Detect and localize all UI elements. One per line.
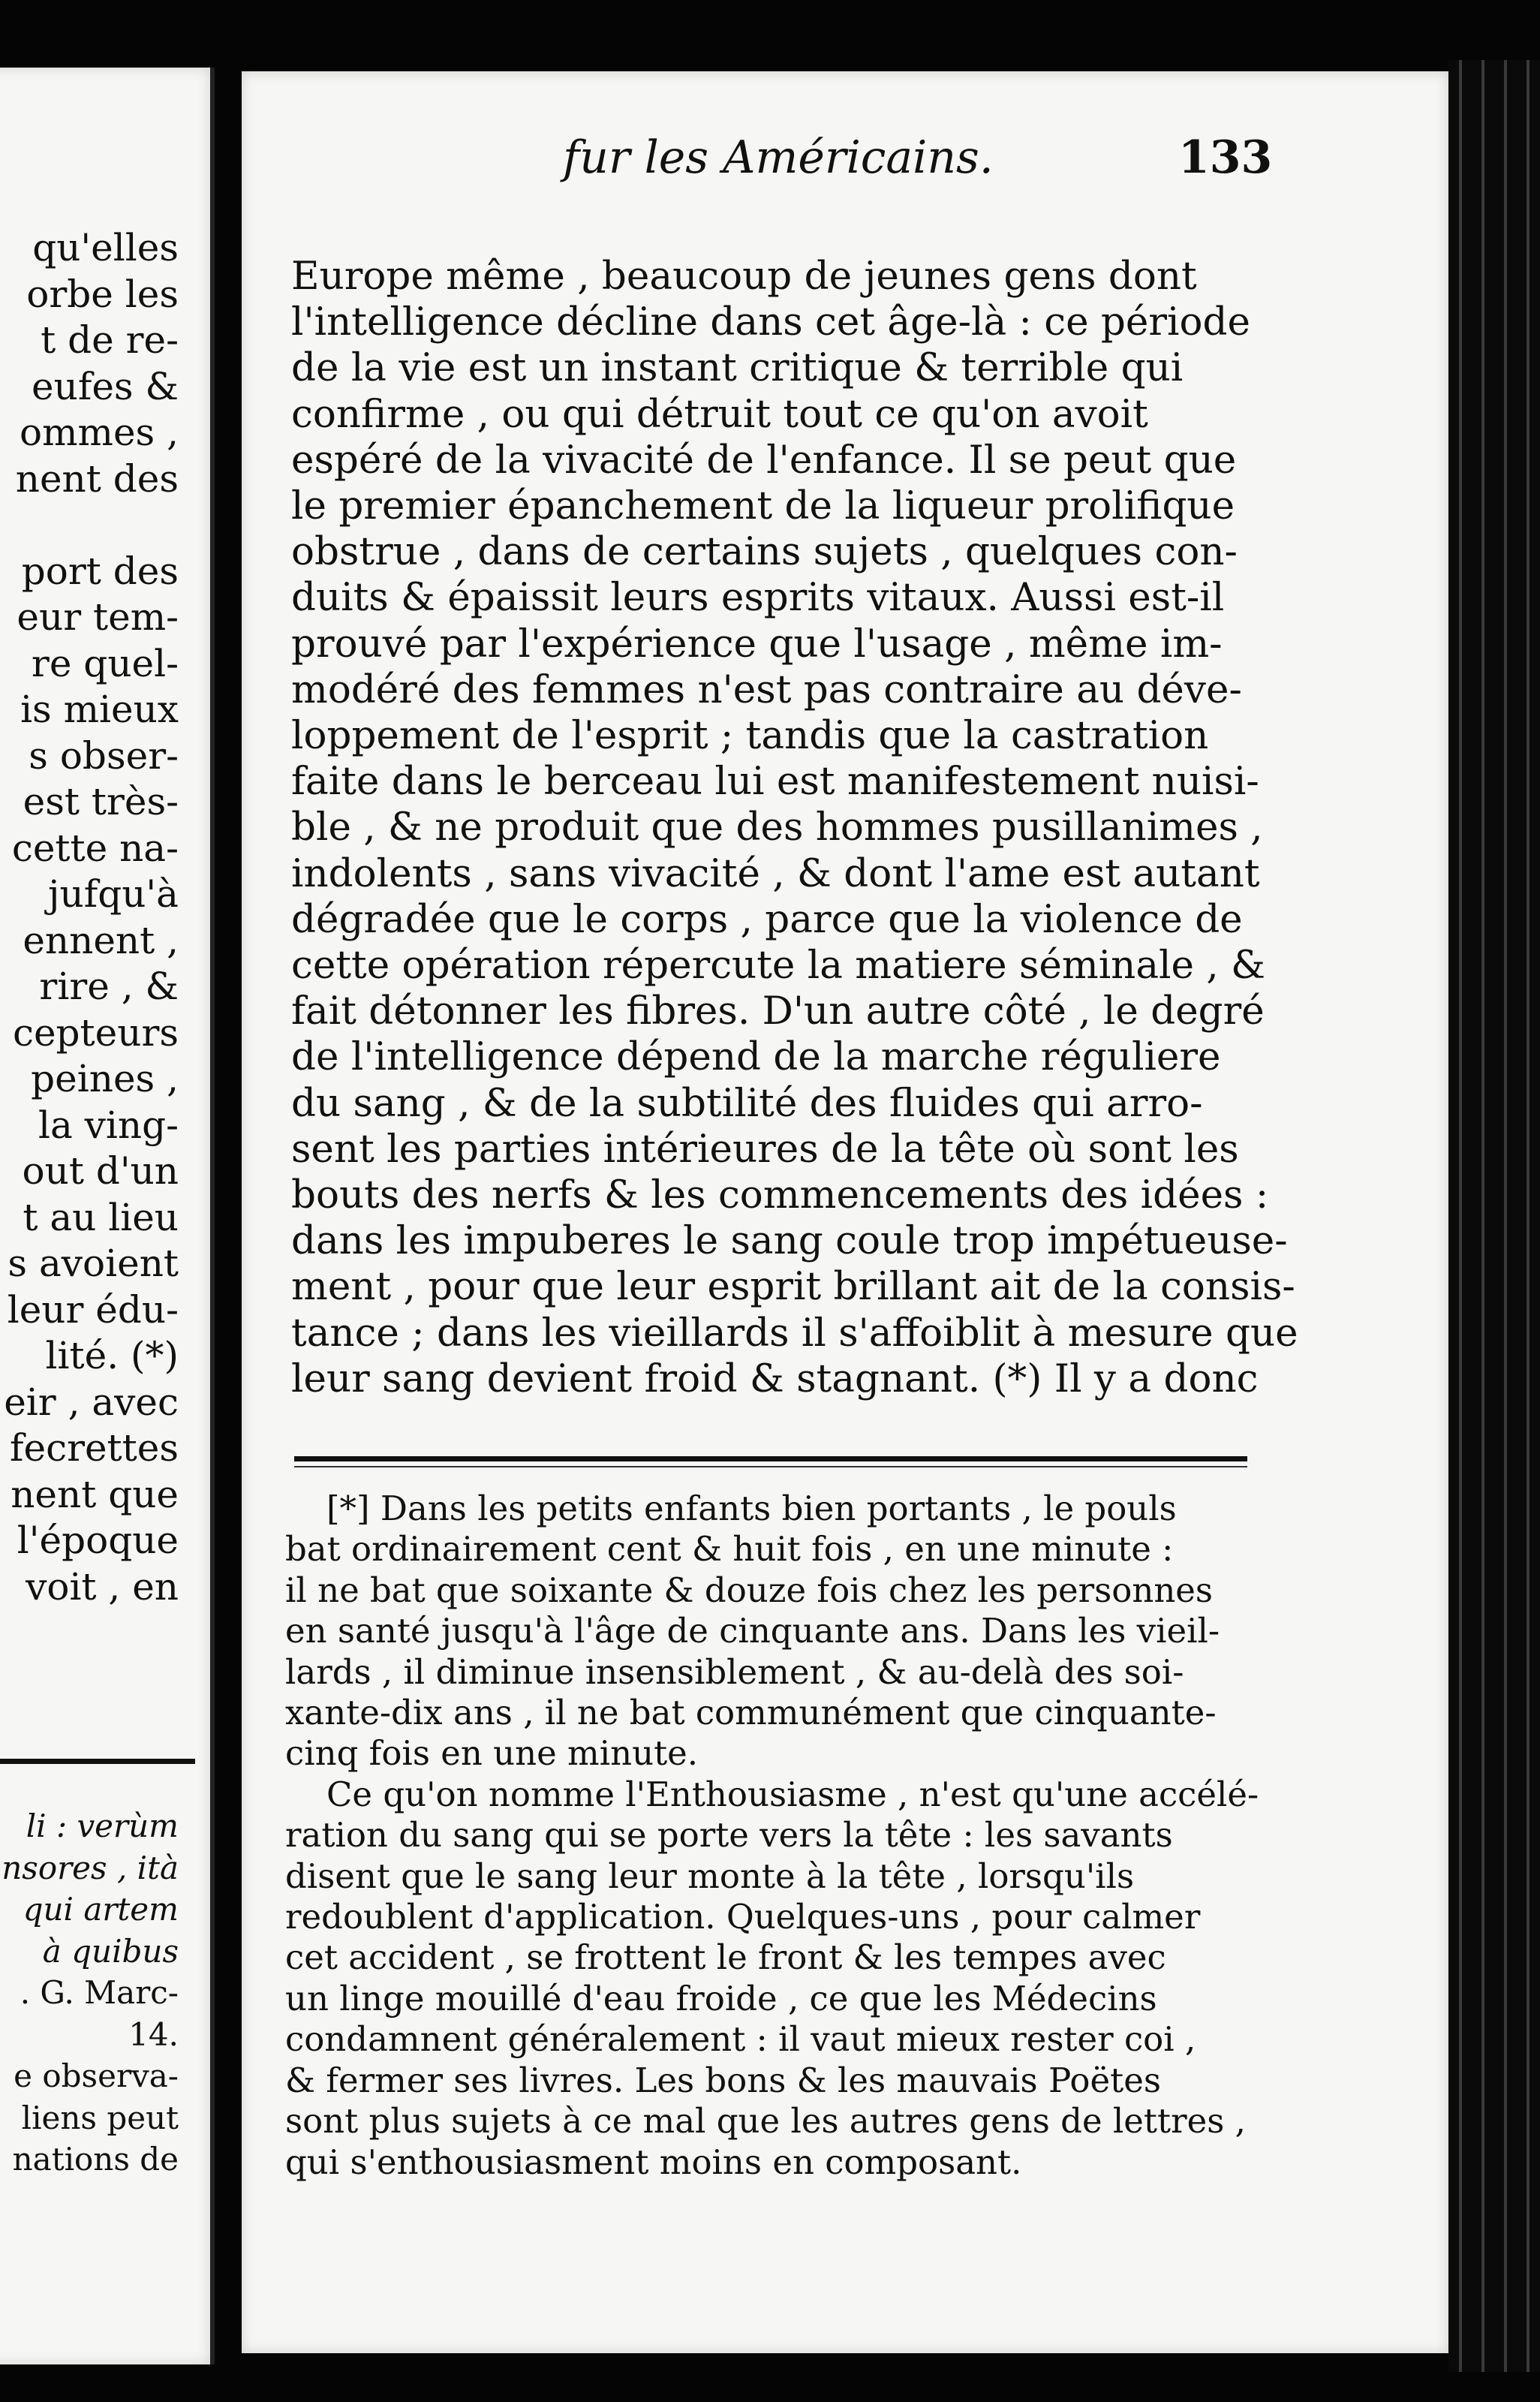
footnote-line: condamnent généralement : il vaut mieux rester coi , — [285, 2019, 1196, 2060]
text-line: lité. (*) — [45, 1334, 179, 1377]
footnote-line: 14. — [128, 2015, 179, 2053]
text-line: de la vie est un instant critique & terrible qui — [291, 345, 1184, 391]
text-line: eir , avec — [4, 1380, 179, 1424]
text-line: leur sang devient froid & stagnant. (*) Il y a donc — [291, 1356, 1259, 1401]
text-line: fait détonner les fibres. D'un autre côté , le degré — [291, 989, 1265, 1034]
footnote-line: Ce qu'on nomme l'Enthousiasme , n'est qu'une accélé- — [326, 1774, 1259, 1814]
text-line: t de re- — [41, 318, 179, 362]
text-line: du sang , & de la subtilité des fluides qui arro- — [291, 1080, 1203, 1126]
footnote-line: en santé jusqu'à l'âge de cinquante ans. Dans les vieil- — [285, 1611, 1220, 1651]
text-line: dans les impuberes le sang coule trop impétueuse- — [291, 1218, 1288, 1264]
text-line: dégradée que le corps , parce que la violence de — [291, 896, 1243, 942]
footnote-line: ration du sang qui se porte vers la tête : les savants — [285, 1815, 1173, 1856]
footnote-line: . G. Marc- — [20, 1974, 179, 2011]
text-line: qu'elles — [32, 226, 179, 269]
footnote-line: qui artem — [23, 1891, 179, 1928]
left-page-crop — [0, 68, 195, 2364]
text-line: fecrettes — [9, 1426, 179, 1470]
footnote-line: il ne bat que soixante & douze fois chez les personnes — [285, 1570, 1214, 1610]
text-line: leur édu- — [7, 1287, 179, 1332]
text-line: modéré des femmes n'est pas contraire au déve- — [291, 667, 1242, 712]
left-footnote-rule — [0, 1759, 195, 1764]
text-line: duits & épaissit leurs esprits vitaux. Aussi est-il — [291, 575, 1225, 621]
footnote-line: [*] Dans les petits enfants bien portants , le pouls — [326, 1488, 1177, 1528]
text-line: ommes , — [20, 411, 179, 454]
footnote-line: cet accident , se frottent le front & les tempes avec — [285, 1937, 1166, 1978]
footnote-line: cinq fois en une minute. — [285, 1733, 699, 1774]
text-line: nent que — [11, 1472, 179, 1516]
left-page — [0, 68, 215, 2364]
text-line: t au lieu — [23, 1195, 179, 1239]
text-line: Europe même , beaucoup de jeunes gens dont — [291, 254, 1197, 299]
footnote-line: e observa- — [14, 2057, 179, 2094]
text-line — [4, 502, 179, 549]
text-line: l'époque — [17, 1519, 179, 1562]
text-line: ennent , — [23, 918, 179, 962]
footnote-line: nsores , ità — [2, 1849, 179, 1886]
text-line: out d'un — [22, 1149, 179, 1193]
text-line: cette opération répercute la matiere séminale , & — [291, 943, 1265, 989]
footnote-line: qui s'enthousiasment moins en composant. — [285, 2142, 1022, 2182]
footnote-line: disent que le sang leur monte à la tête , lorsqu'ils — [285, 1856, 1135, 1896]
text-line: bouts des nerfs & les commencements des idées : — [291, 1172, 1269, 1218]
text-line: indolents , sans vivacité , & dont l'ame est autant — [291, 850, 1260, 896]
footnote-line: lards , il diminue insensiblement , & au-delà des soi- — [285, 1651, 1184, 1692]
text-line: ble , & ne produit que des hommes pusillanimes , — [291, 805, 1263, 850]
footnote-line: un linge mouillé d'eau froide , ce que les Médecins — [285, 1978, 1157, 2018]
footnote-line: nations de — [12, 2141, 179, 2178]
text-line: prouvé par l'expérience que l'usage , même im- — [291, 621, 1223, 667]
text-line: s obser- — [29, 733, 179, 778]
text-line: ment , pour que leur esprit brillant ait de la consis- — [291, 1264, 1295, 1310]
text-line: rire , & — [39, 965, 179, 1008]
text-line: confirme , ou qui détruit tout ce qu'on avoit — [291, 391, 1148, 437]
text-line: obstrue , dans de certains sujets , quelques con- — [291, 529, 1238, 575]
text-line: tance ; dans les vieillards il s'affoiblit à mesure que — [291, 1310, 1298, 1356]
footnote-rule — [294, 1456, 1247, 1461]
text-line: cette na- — [11, 826, 179, 870]
page-number: 133 — [1178, 131, 1273, 184]
text-line: is mieux — [20, 688, 179, 731]
text-line: eur tem- — [17, 595, 179, 639]
text-line: s avoient — [8, 1242, 179, 1285]
text-line: voit , en — [26, 1564, 179, 1609]
footnote — [285, 1488, 1259, 2183]
footnote-line: & fermer ses livres. Les bons & les mauvais Poëtes — [285, 2060, 1161, 2100]
footnote-line: liens peut — [21, 2099, 179, 2136]
left-page-footnote — [2, 1805, 179, 2181]
text-line: peines , — [31, 1057, 179, 1100]
text-line: espéré de la vivacité de l'enfance. Il se peut que — [291, 437, 1237, 483]
text-line: port des — [21, 549, 179, 593]
footnote-line: li : verùm — [26, 1808, 179, 1844]
text-line: re quel- — [31, 641, 179, 685]
footnote-line: redoublent d'application. Quelques-uns , pour calmer — [285, 1897, 1201, 1937]
footnote-rule-thin — [294, 1466, 1247, 1467]
text-line: est très- — [23, 780, 179, 823]
page-header — [315, 131, 1276, 184]
text-line: le premier épanchement de la liqueur prolifique — [291, 483, 1235, 529]
text-line: faite dans le berceau lui est manifestement nuisi- — [291, 759, 1259, 805]
text-line: orbe les — [26, 272, 179, 316]
book-spine — [1448, 60, 1540, 2372]
text-line: loppement de l'esprit ; tandis que la castration — [291, 713, 1209, 759]
running-title: fur les Américains. — [563, 131, 994, 184]
text-line: cepteurs — [12, 1010, 179, 1055]
text-line: jufqu'à — [48, 872, 179, 916]
footnote-line: bat ordinairement cent & huit fois , en une minute : — [285, 1529, 1174, 1570]
text-line: de l'intelligence dépend de la marche réguliere — [291, 1034, 1221, 1080]
main-body-text — [291, 254, 1298, 1402]
text-line: sent les parties intérieures de la tête où sont les — [291, 1126, 1239, 1172]
footnote-line: xante-dix ans , il ne bat communément que cinquante- — [285, 1693, 1217, 1733]
footnote-line: sont plus sujets à ce mal que les autres gens de lettres , — [285, 2101, 1246, 2142]
text-line: la ving- — [38, 1103, 179, 1147]
text-line: nent des — [15, 456, 179, 501]
text-line: eufes & — [32, 364, 179, 408]
left-page-body — [4, 225, 179, 1610]
text-line: l'intelligence décline dans cet âge-là : ce période — [291, 299, 1250, 345]
footnote-line: à quibus — [42, 1932, 179, 1970]
